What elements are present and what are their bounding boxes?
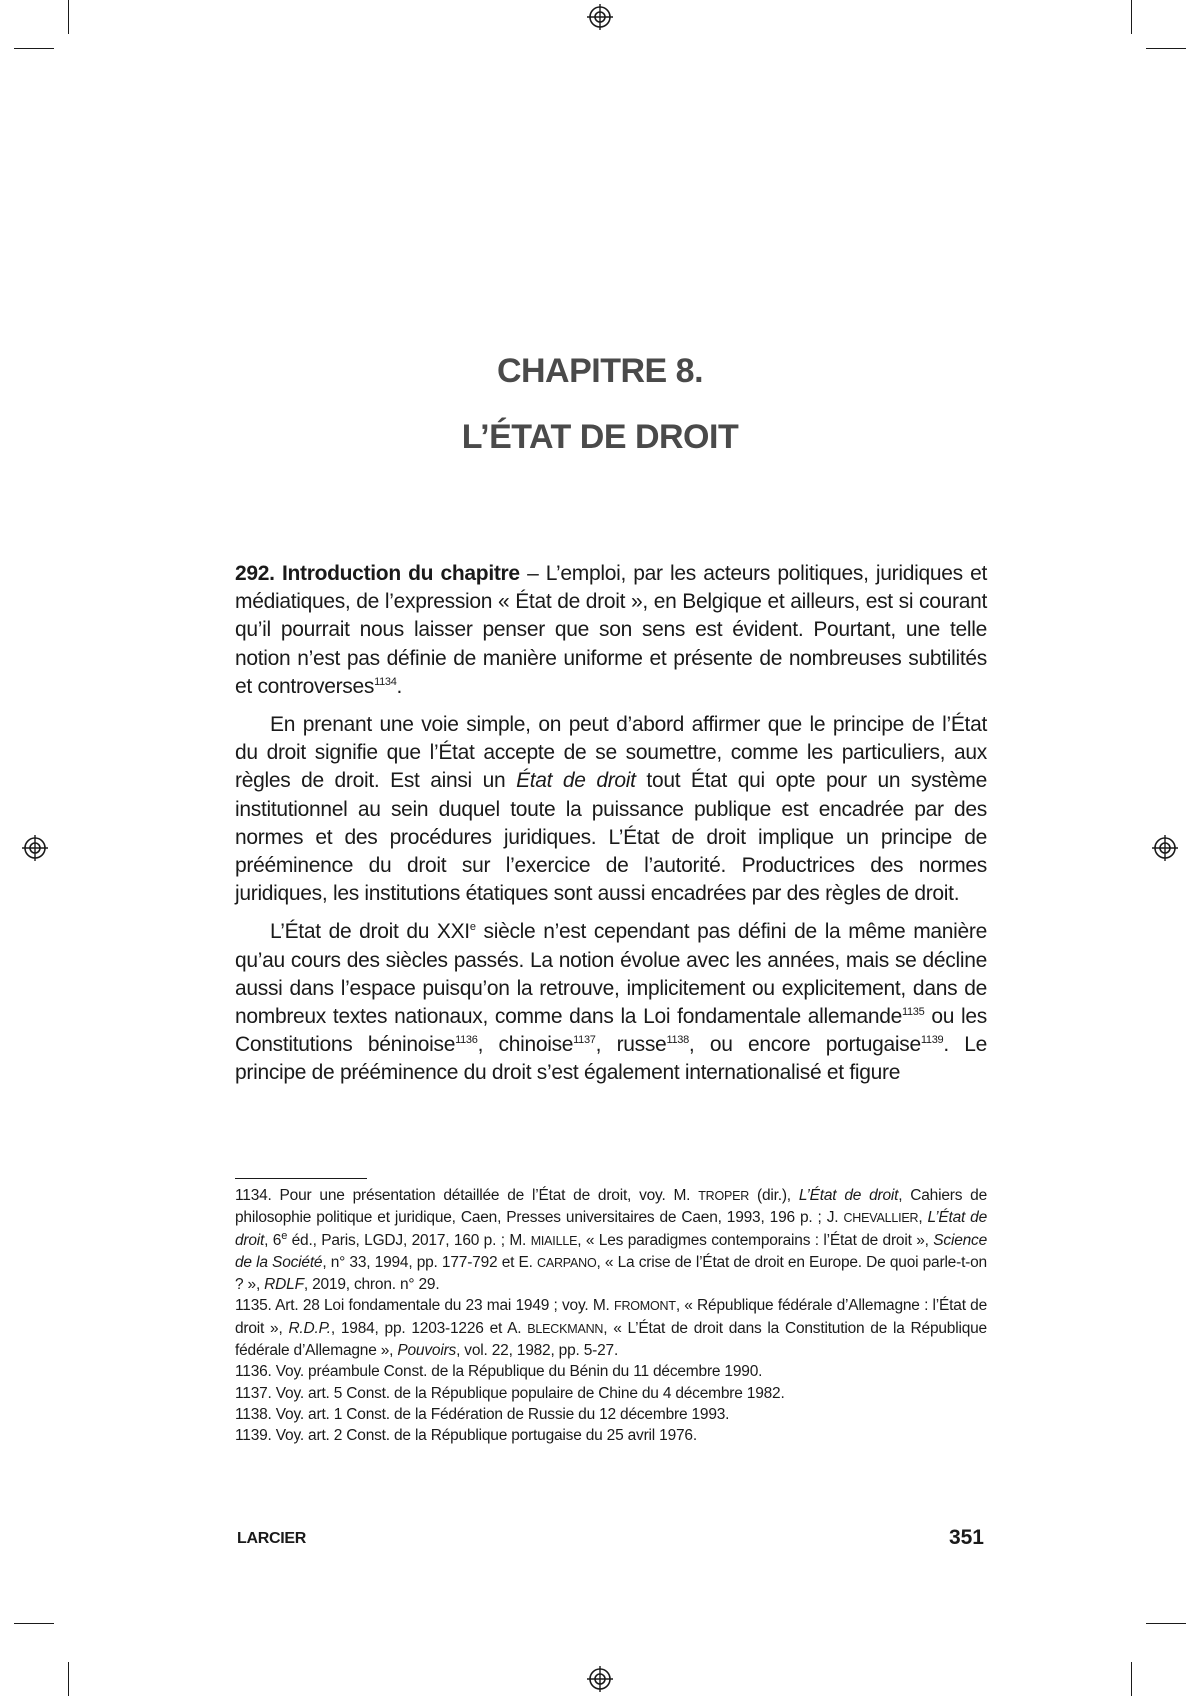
footnote-ref[interactable]: 1135 <box>901 1006 925 1019</box>
footnote-1134: 1134. Pour une présentation détaillée de l’État de droit, voy. M. TROPER (dir.), L’État de droit, Cahiers de philosophie politique et juridique, Caen, Presses universitaires de Caen, 1993, 196 p. ; J. CHEVALLIER, L’État de droit, 6e éd., Paris, LGDJ, 2017, 160 p. ; M. MIAILLE, « Les paradigmes contemporains : l’État de droit », Science de la Société, n° 33, 1994, pp. 177-792 et E. CARPANO, « La crise de l’État de droit en Europe. De quoi parle-t-on ? », RDLF, 2019, chron. n° 29. <box>235 1187 988 1294</box>
crop-mark-top-left-h <box>14 48 54 49</box>
footnote-divider <box>235 1178 367 1179</box>
footnote-ref[interactable]: 1136 <box>455 1034 478 1047</box>
registration-mark-icon <box>22 835 48 861</box>
registration-mark-icon <box>587 4 613 30</box>
footnote-ref[interactable]: 1138 <box>666 1034 689 1047</box>
crop-mark-top-right-h <box>1146 48 1186 49</box>
crop-mark-top-right-v <box>1131 0 1132 34</box>
footnote-1136: 1136. Voy. préambule Const. de la République du Bénin du 11 décembre 1990. <box>235 1363 763 1381</box>
section-lead: 292. Introduction du chapitre <box>235 562 520 585</box>
paragraph: L’État de droit du XXIe siècle n’est cependant pas défini de la même manière qu’au cours des siècles passés. La notion évolue avec les années, mais se décline aussi dans l’espace puisqu’on la retrouve, implicitement ou explicitement, dans de nombreux textes nationaux, comme dans la Loi fondamentale allemande$^{1135}$ ou les Constitutions béninoise$^{1136}$, chinoise$^{1137}$, russe$^{1138}$, ou encore portugaise$^{1139}$. Le principe de prééminence du droit s’est également internationalisé et figure <box>235 920 988 1085</box>
crop-mark-bottom-left-h <box>14 1623 54 1624</box>
crop-mark-bottom-left-v <box>68 1662 69 1696</box>
paragraph: En prenant une voie simple, on peut d’abord affirmer que le principe de l’État du droit signifie que l’État accepte de se soumettre, comme les particuliers, aux règles de droit. Est ainsi un État de droit tout État qui opte pour un système institutionnel au sein duquel toute la puissance publique est encadrée par des normes et des procédures juridiques. L’État de droit implique un principe de prééminence du droit sur l’exercice de l’autorité. Productrices des normes juridiques, les institutions étatiques sont aussi encadrées par des règles de droit. <box>235 713 987 906</box>
footnote-1135: 1135. Art. 28 Loi fondamentale du 23 mai 1949 ; voy. M. FROMONT, « République fédérale d’Allemagne : l’État de droit », R.D.P., 1984, pp. 1203-1226 et A. BLECKMANN, « L’État de droit dans la Constitution de la République fédérale d’Allemagne », Pouvoirs, vol. 22, 1982, pp. 5-27. <box>235 1297 988 1360</box>
body-text <box>235 560 987 1098</box>
chapter-heading <box>0 338 1200 470</box>
footnote-ref[interactable]: 1137 <box>573 1034 596 1047</box>
footnote-1139: 1139. Voy. art. 2 Const. de la République portugaise du 25 avril 1976. <box>235 1427 697 1445</box>
footnote-1138: 1138. Voy. art. 1 Const. de la Fédération de Russie du 12 décembre 1993. <box>235 1405 730 1423</box>
footnotes <box>235 1185 987 1447</box>
page-number: 351 <box>948 1526 984 1549</box>
chapter-title: L’ÉTAT DE DROIT <box>461 418 739 456</box>
publisher-name: LARCIER <box>237 1530 307 1547</box>
crop-mark-bottom-right-h <box>1146 1623 1186 1624</box>
crop-mark-bottom-right-v <box>1131 1662 1132 1696</box>
crop-mark-top-left-v <box>68 0 69 34</box>
chapter-number: CHAPITRE 8. <box>496 352 704 390</box>
paragraph-292: 292. Introduction du chapitre – L’emploi, par les acteurs politiques, juridiques et médiatiques, de l’expression « État de droit », en Belgique et ailleurs, est si courant qu’il pourrait nous laisser penser que son sens est évident. Pourtant, une telle notion n’est pas définie de manière uniforme et présente de nombreuses subtilités et controverses$^{1134}$. <box>235 562 988 698</box>
registration-mark-icon <box>1152 835 1178 861</box>
footnote-ref[interactable]: 1139 <box>920 1034 944 1047</box>
footnote-1137: 1137. Voy. art. 5 Const. de la République populaire de Chine du 4 décembre 1982. <box>235 1384 785 1402</box>
footnote-ref[interactable]: 1134 <box>374 675 397 688</box>
registration-mark-icon <box>587 1666 613 1692</box>
